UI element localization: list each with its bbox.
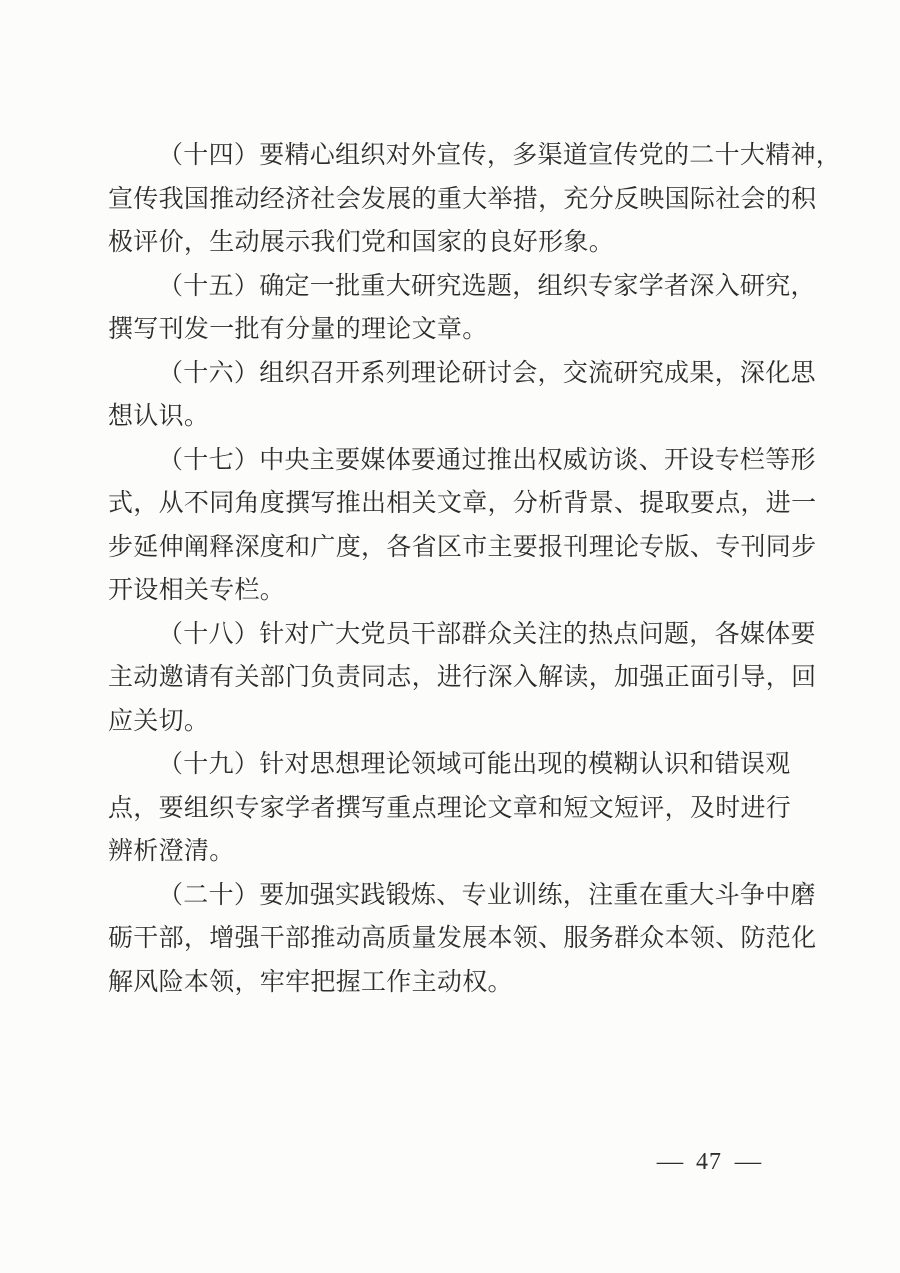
paragraph-item-19 [108, 743, 808, 874]
text-line: （二十）要加强实践锻炼、专业训练，注重在重大斗争中磨 [158, 881, 816, 909]
text-line: 撰写刊发一批有分量的理论文章。 [108, 316, 488, 343]
paragraph-item-18 [108, 613, 817, 744]
text-line: 砺干部，增强干部推动高质量发展本领、服务群众本领、防范化 [108, 925, 817, 952]
footer-dash-right: — [734, 1149, 762, 1175]
text-line: 极评价，生动展示我们党和国家的良好形象。 [108, 229, 615, 256]
text-line: 应关切。 [108, 707, 210, 735]
paragraph-item-16 [108, 352, 816, 439]
text-line: 主动邀请有关部门负责同志，进行深入解读，加强正面引导，回 [108, 664, 817, 691]
text-line: （十八）针对广大党员干部群众关注的热点问题，各媒体要 [158, 620, 816, 648]
text-line: 点，要组织专家学者撰写重点理论文章和短文短评，及时进行 [108, 794, 792, 822]
paragraph-item-20 [108, 874, 817, 1005]
text-line: 步延伸阐释深度和广度，各省区市主要报刊理论专版、专刊同步 [108, 533, 817, 561]
text-line: 式，从不同角度撰写推出相关文章，分析背景、提取要点，进一 [108, 490, 817, 517]
text-line: （十七）中央主要媒体要通过推出权威访谈、开设专栏等形 [158, 446, 816, 474]
text-line: （十九）针对思想理论领域可能出现的模糊认识和错误观 [158, 751, 791, 778]
paragraph-item-17 [108, 439, 817, 613]
page-footer [658, 1148, 760, 1176]
document-body [108, 134, 842, 1004]
text-line: 辨析澄清。 [108, 838, 235, 865]
footer-dash-left: — [656, 1149, 684, 1175]
text-line: 解风险本领，牢牢把握工作主动权。 [108, 968, 513, 996]
text-line: 宣传我国推动经济社会发展的重大举措，充分反映国际社会的积 [108, 185, 817, 213]
text-line: 开设相关专栏。 [108, 577, 286, 604]
paragraph-item-14 [108, 134, 842, 265]
text-line: （十五）确定一批重大研究选题，组织专家学者深入研究， [158, 272, 816, 300]
page-number: 47 [696, 1149, 722, 1175]
text-line: （十四）要精心组织对外宣传，多渠道宣传党的二十大精神， [158, 142, 842, 169]
paragraph-item-15 [108, 265, 816, 352]
text-line: 想认识。 [108, 403, 210, 430]
text-line: （十六）组织召开系列理论研讨会，交流研究成果，深化思 [158, 359, 816, 387]
